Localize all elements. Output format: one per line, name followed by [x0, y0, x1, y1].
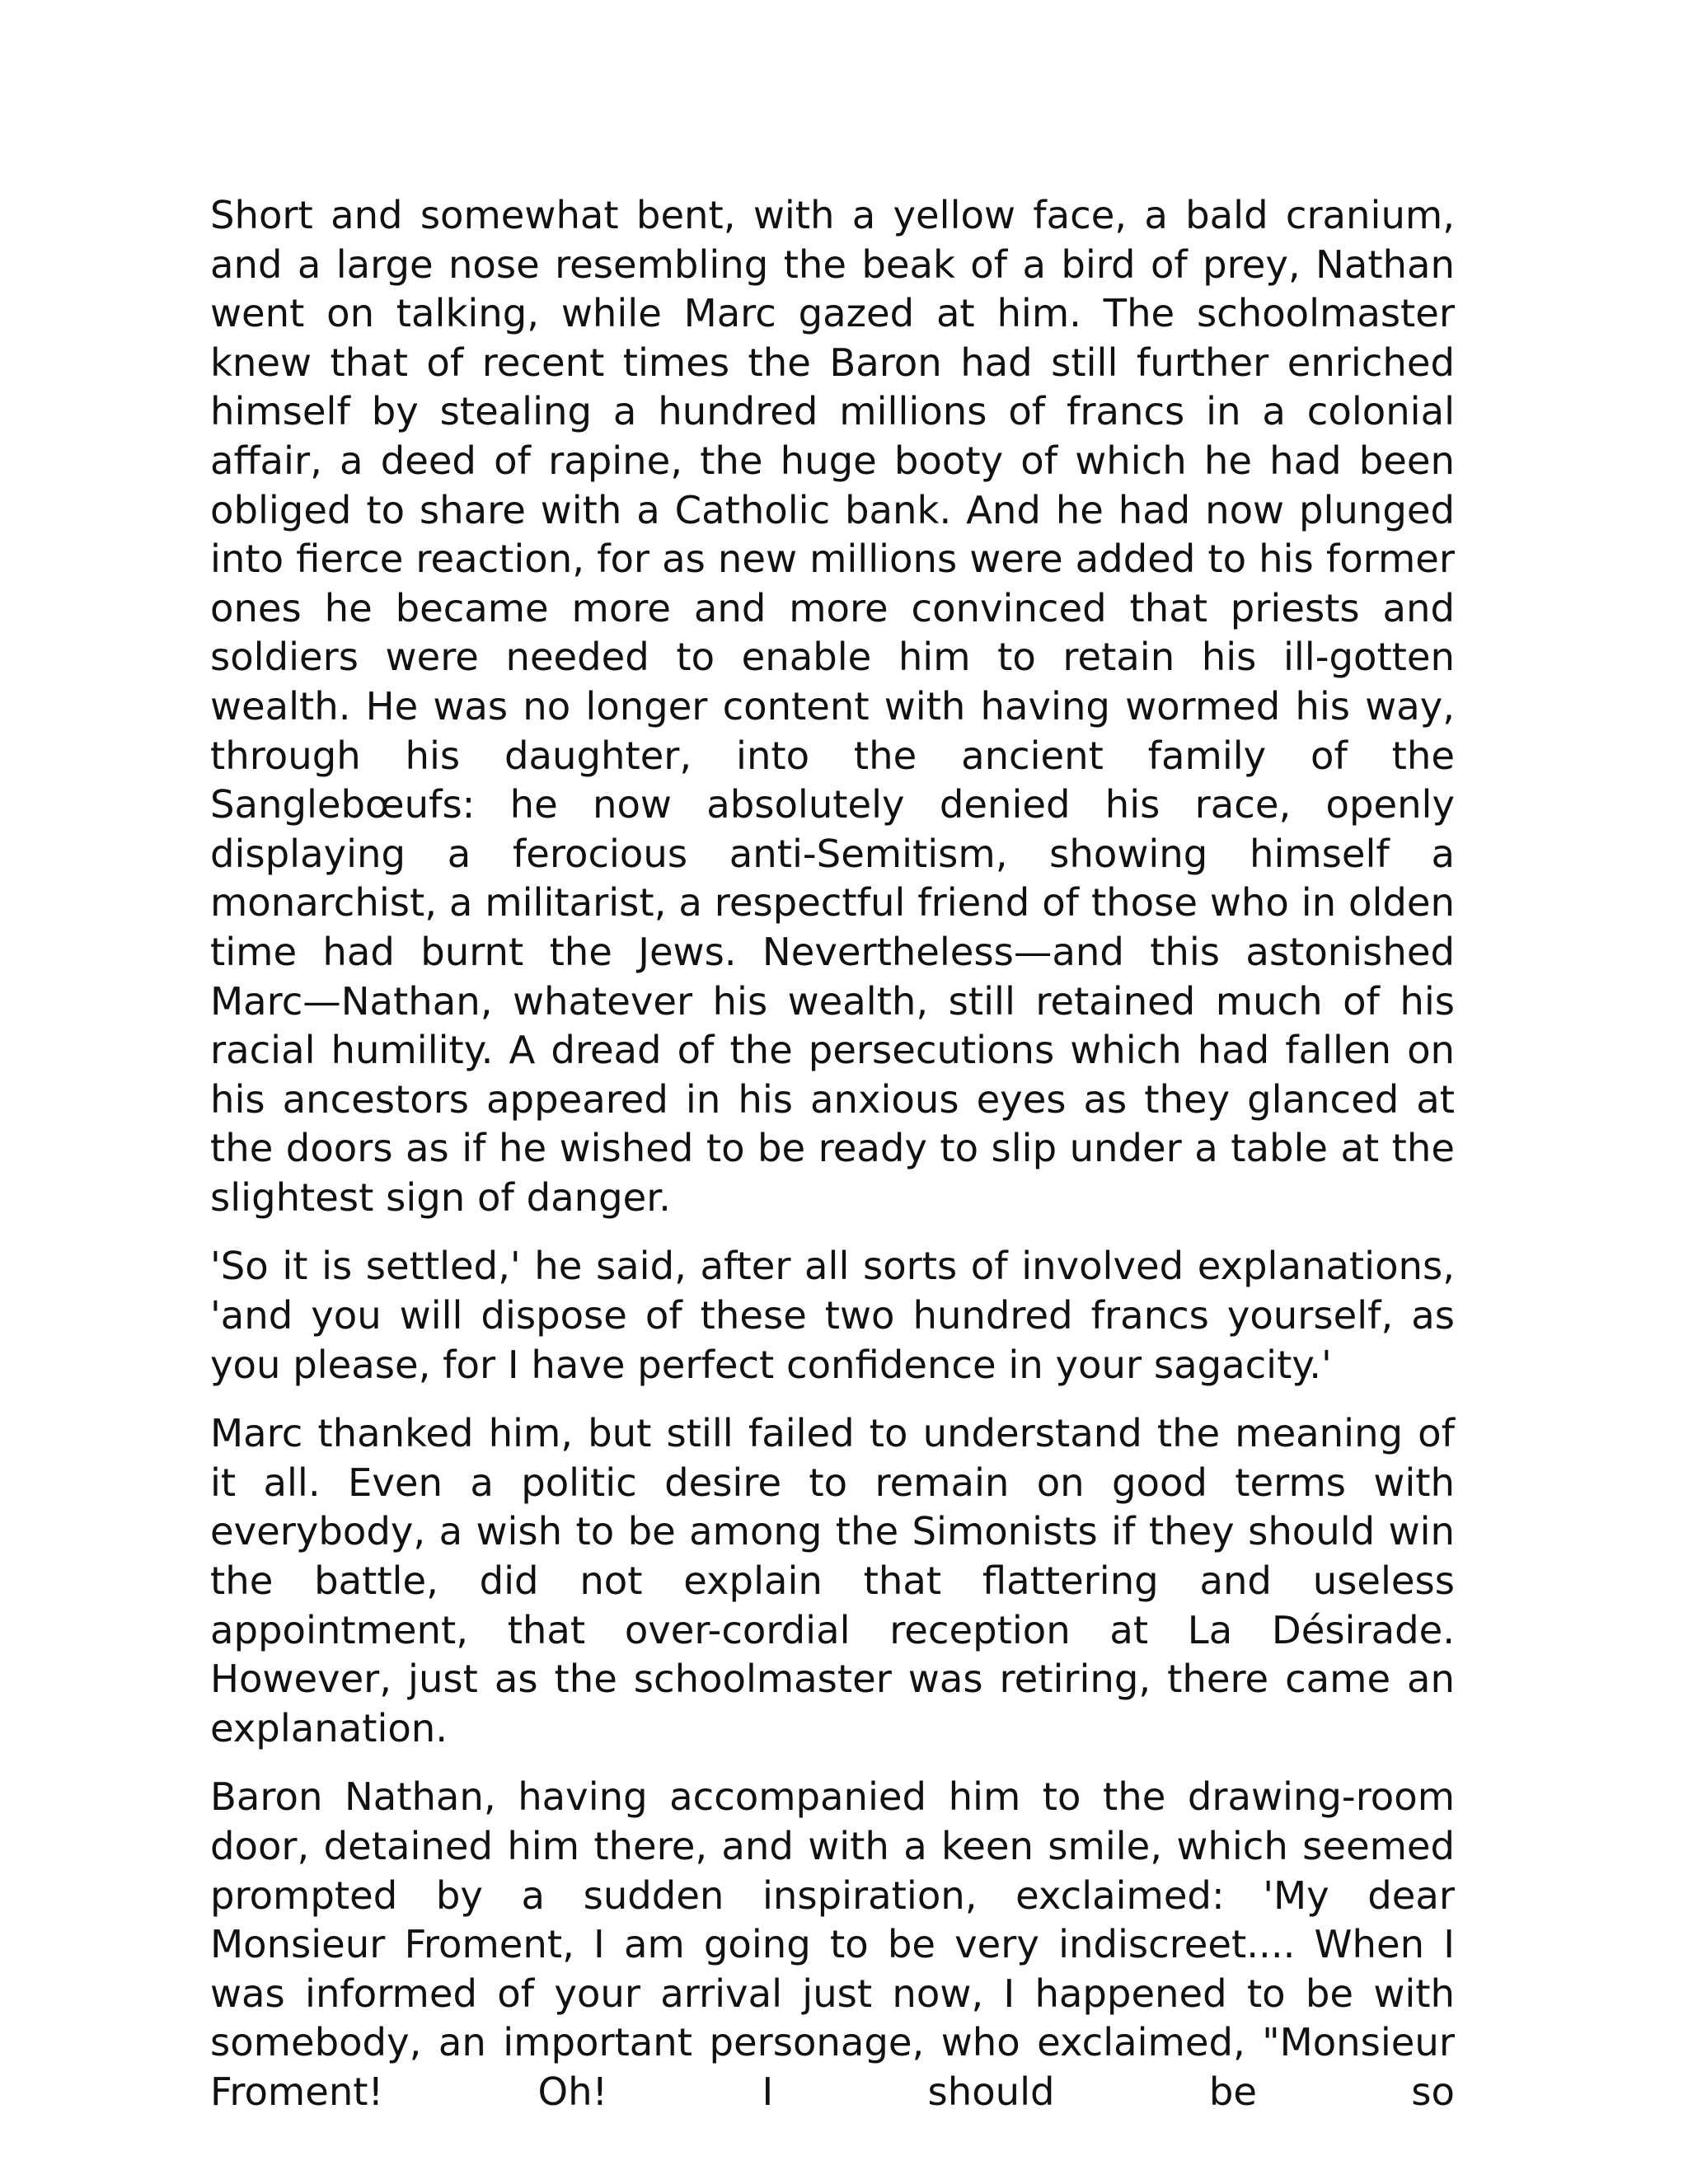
- paragraph-2: 'So it is settled,' he said, after all sorts of involved explanations, 'and you will dispose of these two hundred francs yourself, as you please, for I have perfect confidence in your sagacity.': [210, 1244, 1455, 1387]
- document-page: [210, 191, 1455, 2137]
- paragraph-3: Marc thanked him, but still failed to understand the meaning of it all. Even a politic desire to remain on good terms with everybody, a wish to be among the Simonists if they should win the battle, did not explain that flattering and useless appointment, that over-cordial reception at La Désirade. However, just as the schoolmaster was retiring, there came an explanation.: [210, 1411, 1455, 1750]
- paragraph-4: Baron Nathan, having accompanied him to the drawing-room door, detained him there, and with a keen smile, which seemed prompted by a sudden inspiration, exclaimed: 'My dear Monsieur Froment, I am going to be very indiscreet.... When I was informed of your arrival just now, I happened to be with somebody, an important personage, who exclaimed, "Monsieur Froment! Oh! I should be so: [210, 1774, 1455, 2114]
- paragraph-1: Short and somewhat bent, with a yellow face, a bald cranium, and a large nose resembling the beak of a bird of prey, Nathan went on talking, while Marc gazed at him. The schoolmaster knew that of recent times the Baron had still further enriched himself by stealing a hundred millions of francs in a colonial affair, a deed of rapine, the huge booty of which he had been obliged to share with a Catholic bank. And he had now plunged into fierce reaction, for as new millions were added to his former ones he became more and more convinced that priests and soldiers were needed to enable him to retain his ill-gotten wealth. He was no longer content with having wormed his way, through his daughter, into the ancient family of the Sanglebœufs: he now absolutely denied his race, openly displaying a ferocious anti-Semitism, showing himself a monarchist, a militarist, a respectful friend of those who in olden time had burnt the Jews. Nevertheless—and this astonished Marc—Nathan, whatever his wealth, still retained much of his racial humility. A dread of the persecutions which had fallen on his ancestors appeared in his anxious eyes as they glanced at the doors as if he wished to be ready to slip under a table at the slightest sign of danger.: [210, 193, 1455, 1220]
